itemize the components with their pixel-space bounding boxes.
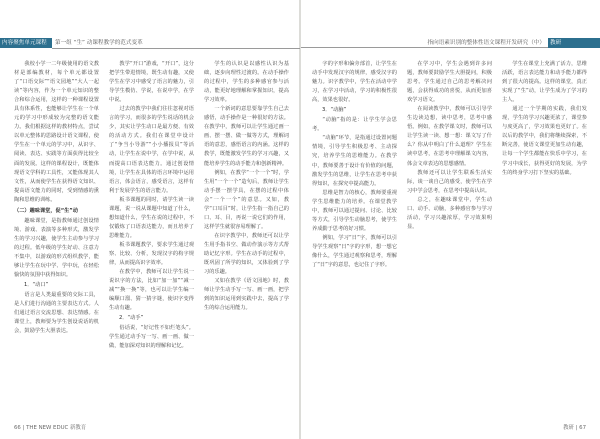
- section-heading: 3．“动脑”: [322, 107, 347, 114]
- paragraph: 在阅读教学中，教师可以引导学生边读边想，读中思考，思考中感悟。例如，在教学课文时，教师可以让学生读一读、想一想：课文写了什么？你从中明白了什么道理？学生在读中思考，在思考中理解课文内容，体会文章表达的思想感情。: [407, 106, 492, 167]
- text-column-6: [502, 60, 587, 178]
- paragraph: 我校小学一二年级使用的语文教材是部编教材，每个单元都设置了“口语交际”“语文园地”“大人一起读”等内容，作为一个单元知识的整合和综合运用，这样的一种课程设置具有体系性，也能够让学生在一个单元的学习中形成较为完整的语文能力。我们根据这样的教材特点，尝试以单元整体的思路设计语文课程，使学生在一个单元的学习中，从识字、阅读、表达、实践等方面获得比较全面的发展。这样的课程设计，既能体现语文学科的工具性，又能体现其人文性，从而使学生在获得语文知识、提高语文能力的同时，受到情感的熏陶和思维的训练。: [14, 61, 99, 203]
- paragraph: 学生的认识是以感性认识为基础，逐步向理性过渡的。在动手操作的过程中，学生的多种感官参与活动，能更好地理解和掌握知识，提高学习效率。: [204, 61, 289, 104]
- paragraph: 例如，学习“日”字，教师可以引导学生观察“日”字的字形，想一想它像什么，学生通过观察和思考，理解了“日”字的意思，也记住了字形。: [312, 234, 397, 269]
- text-column-3: [204, 60, 289, 313]
- paragraph: 俗话说，“好记性不如烂笔头”。学生通过动手写一写、画一画、做一做，能加深对知识的理解和记忆。: [109, 325, 194, 350]
- section-heading: 2．“动手”: [119, 315, 144, 322]
- paragraph: 趣味课堂，是指教师通过创设情境、游戏、表演等多种形式，激发学生的学习兴趣，使学生主动参与学习的过程。低年级的学生好动、注意力不集中，以游戏的形式组织教学，能够让学生在玩中学、学中玩，在轻松愉快的氛围中获得知识。: [14, 217, 99, 279]
- paragraph: 过去的教学中我们往往忽视对语言的学习，而很多的学生说话的机会少，其实让学生动口是最方便、有效的活动方式。我们在课堂中设计了“争当小导游”“小小播报员”等活动，让学生在说中学，在学中说，从而提高口语表达能力。通过创设情境，让学生在具体的语言环境中运用语言，体会语言，感受语言，这样有利于发展学生的语言能力。: [109, 106, 194, 194]
- paragraph: 一个新词的意思要靠学生自己去感悟，动手操作是一种很好的方法。在教学中，教师可以让学生通过画一画、摆一摆、做一做等方式，理解词语的意思，感悟语言的内涵。这样的教学，既能激发学生的学习兴趣，又能培养学生的动手能力和创新精神。: [204, 106, 289, 167]
- paragraph: “动脑”环节，是指通过设置问题情境，引导学生积极思考、主动探究，培养学生的思维能力。在教学中，教师要善于设计有价值的问题，激发学生的思维，让学生在思考中获得知识，在探究中提高能力。: [312, 135, 397, 187]
- paragraph: 又如在教学《语文园地》时，教师让学生动手写一写、画一画，把学到的知识运用到实践中去，提高了学生的综合运用能力。: [204, 278, 289, 312]
- text-column-4: [312, 60, 397, 270]
- paragraph: 教学“开口”游戏，“开口”，这分把学生带进情境，既生动有趣，又使学生在学习中感受了语言的魅力，引导学生模仿、学说，在说中学，在学中说。: [109, 61, 194, 104]
- paragraph: 教师还可以让学生联系生活实际，谈一谈自己的感受，使学生在学习中学会思考，在思考中提高认识。: [407, 169, 492, 194]
- left-footer: 66 | THE NEW EDUC 新教育: [14, 425, 87, 431]
- text-column-2: [109, 60, 194, 352]
- paragraph: 在识字教学中，教师还可以让学生用手指书空、做动作演示等方式帮助记忆字形。学生在动手的过程中，既巩固了所学的知识，又体验到了学习的乐趣。: [204, 232, 289, 276]
- right-header-tag: 教研: [548, 38, 600, 48]
- text-column-5: [407, 60, 492, 232]
- section-heading: （二）趣味课堂，促“生”动: [14, 207, 78, 214]
- paragraph: 例如，在教学“一个一个”时，学生用“一个一个”造句后，教师让学生动手摆一摆学具，在摆的过程中体会“一个一个”的意思。又如，教学“口耳目”时，让学生指一指自己的口、耳、目，再说一说它们的作用，这样学生就很容易理解了。: [204, 169, 289, 230]
- paragraph: 总之，在趣味课堂中，学生动口、动手、动脑，多种感官参与学习活动，学习兴趣浓厚，学习效果明显。: [407, 196, 492, 230]
- paragraph: 通过一个学期的实践，我们发现，学生的学习兴趣更浓了，课堂参与度更高了，学习效果也更好了。在以后的教学中，我们将继续探索，不断完善，使语文课堂更加生动有趣，让每一个学生都能在快乐中学习，在学习中成长，获得更好的发展，为学生的终身学习打下坚实的基础。: [502, 106, 587, 176]
- text-column-1: [14, 60, 99, 336]
- left-header-tag: 内容聚焦单元课程: [0, 38, 52, 48]
- right-footer: 教研 | 67: [563, 425, 586, 431]
- paragraph: 在教学中，教师可以让学生说一说识字的方法，比如“加一加”“减一减”“换一换”等，也可以让学生编一编顺口溜、猜一猜字谜，使识字变得生动有趣。: [109, 269, 194, 312]
- paragraph: 板书课题教学，要求学生通过观察、比较、分析，发现汉字的构字规律，从而提高识字效率。: [109, 241, 194, 267]
- paragraph: 学生在课堂上充满了活力，思维活跃，语言表达能力和动手能力都得到了很大的提高。这样的课堂，真正实现了“生”动，让学生成为了学习的主人。: [502, 61, 587, 104]
- paragraph: 板书课题的同时，请学生读一读课题，说一说从课题中知道了什么，想知道什么，学生在说的过程中，不仅锻炼了口语表达能力，而且培养了思维能力。: [109, 196, 194, 239]
- section-heading: 1．“动口”: [24, 282, 49, 289]
- right-header-title: 指向语素识别的整体性语文课程开发研究（中）: [301, 38, 548, 48]
- paragraph: 语言是人类最重要的交际工具，是人们进行沟通的主要表达方式。人们通过语言交流思想、表达情感。在课堂上，教师要为学生创设说话的机会，鼓励学生大胆表达。: [14, 292, 99, 335]
- paragraph: 字的字形和偏旁部首，让学生在动手中发现汉字的规律，感受汉字的魅力。识字教学中，学生在活动中学习，在学习中活动，学习的积极性很高，效果也很好。: [312, 61, 397, 104]
- left-header-title: 第一组 “生” 动课程教学的范式变革: [52, 38, 300, 49]
- paragraph: 在学习中，学生会遇到许多问题，教师要鼓励学生大胆提问，积极思考。学生通过自己的思考解决问题，会获得成功的喜悦，从而更加喜欢学习语文。: [407, 61, 492, 104]
- paragraph: “动脑”指的是：让学生学会思考。: [312, 117, 397, 133]
- paragraph: 思维是智力的核心，教师要重视学生思维能力的培养。在课堂教学中，教师可以通过提问、讨论、比较等方式，引导学生动脑思考，使学生养成勤于思考的好习惯。: [312, 189, 397, 232]
